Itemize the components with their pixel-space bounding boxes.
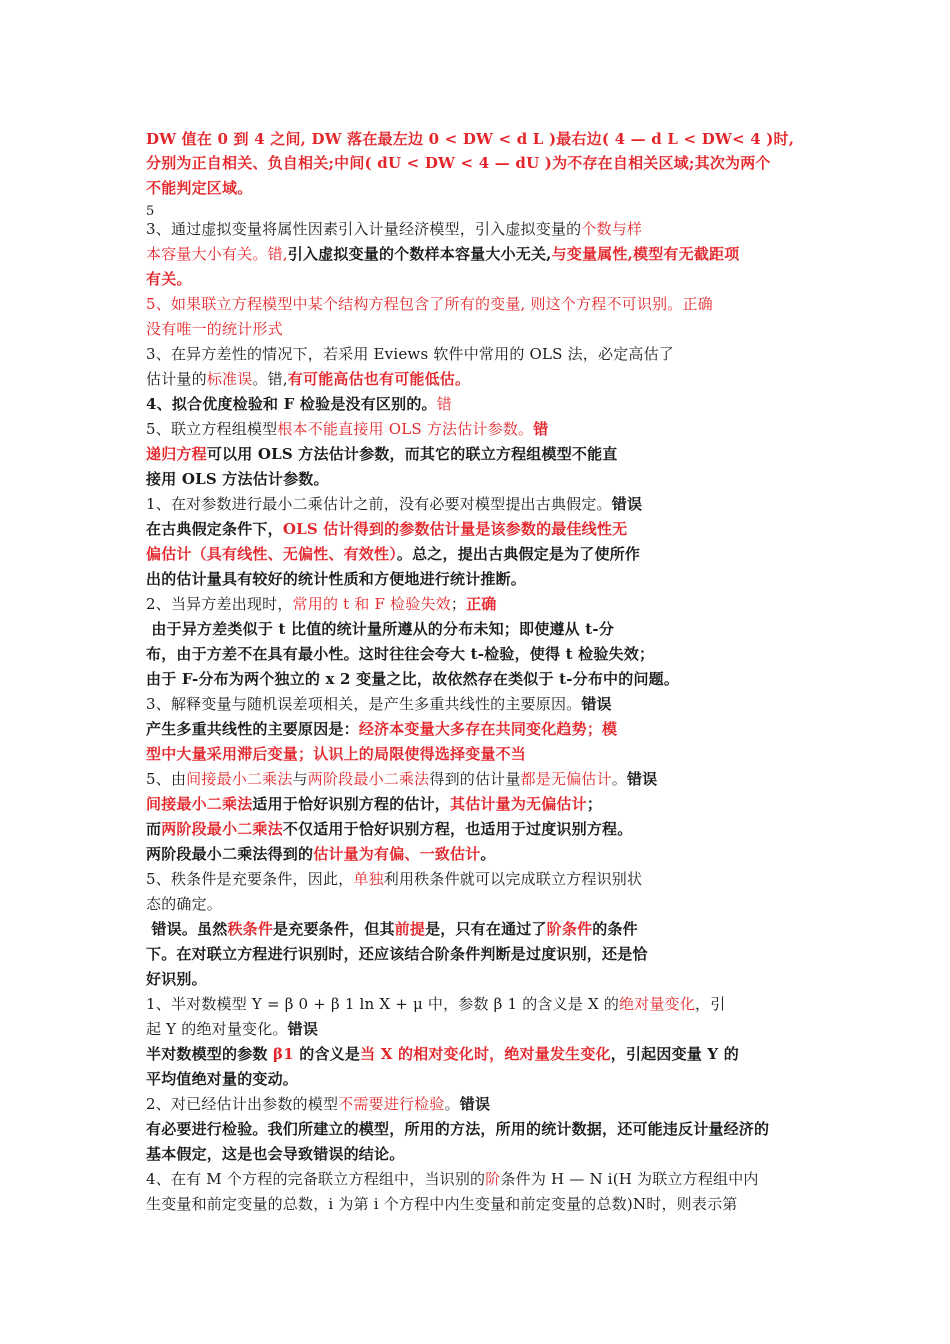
text-segment: 平均值绝对量的变动。	[146, 1070, 299, 1088]
text-line	[146, 493, 642, 515]
text-line	[146, 418, 548, 440]
text-segment: 4、拟合优度检验和 F 检验是没有区别的。	[146, 395, 437, 413]
text-segment: 5	[146, 204, 155, 219]
text-segment: 两阶段最小二乘法	[307, 770, 430, 788]
text-segment: 秩条件	[227, 920, 274, 938]
text-segment: 5、由	[146, 770, 187, 788]
text-segment: 利用秩条件就可以完成联立方程识别状	[383, 870, 643, 888]
text-segment: 错误。虽然	[146, 920, 228, 938]
text-segment: 2、对已经估计出参数的模型	[146, 1095, 339, 1113]
text-segment: 3、解释变量与随机误差项相关，是产生多重共线性的主要原因。	[146, 695, 582, 713]
text-line	[146, 793, 602, 815]
text-line	[146, 268, 192, 290]
text-segment: 型中大量采用滞后变量；认识上的局限使得选择变量不当	[146, 745, 527, 763]
text-segment: 两阶段最小二乘法得到的	[146, 845, 314, 863]
text-segment: 错误	[287, 1020, 319, 1038]
text-segment: 是，只有在通过了	[425, 920, 547, 938]
text-segment: 分别为正自相关、负自相关;中间( dU < DW < 4 — dU )为不存在自相关区域;其次为两个	[146, 154, 771, 172]
text-segment: 当 X 的相对变化时，绝对量发生变化	[360, 1045, 611, 1063]
text-segment: β1	[273, 1045, 294, 1063]
text-segment: ；	[450, 595, 467, 613]
text-segment: 有必要进行检验。我们所建立的模型，所用的方法，所用的统计数据，还可能违反计量经济的	[146, 1120, 770, 1138]
text-segment: 两阶段最小二乘法	[161, 820, 283, 838]
text-segment: 2、当异方差出现时，	[146, 595, 293, 613]
text-segment: 间接最小二乘法	[186, 770, 293, 788]
text-segment: 1、在对参数进行最小二乘估计之前，没有必要对模型提出古典假定。	[146, 495, 612, 513]
text-segment: 阶条件	[546, 920, 593, 938]
text-segment: 本容量大小有关。错,	[146, 245, 288, 263]
text-line	[146, 518, 627, 540]
text-segment: 与	[292, 770, 308, 788]
text-segment: 出的估计量具有较好的统计性质和方便地进行统计推断。	[146, 570, 527, 588]
text-segment: 下。在对联立方程进行识别时，还应该结合阶条件判断是过度识别，还是恰	[146, 945, 648, 963]
text-segment: ，引起因变量 Y 的	[610, 1045, 739, 1063]
text-segment: 与变量属性,模型有无截距项	[551, 245, 740, 263]
text-segment: 得到的估计量	[429, 770, 521, 788]
text-line	[146, 1193, 737, 1215]
text-segment: 1、半对数模型 Y = β 0 + β 1 ln X + μ 中，参数 β 1 的含义是 X 的	[146, 995, 620, 1013]
text-line	[146, 1043, 739, 1065]
text-segment: 由于 F-分布为两个独立的 x 2 变量之比，故依然存在类似于 t-分布中的问题。	[146, 670, 680, 688]
text-segment: 递归方程	[146, 445, 207, 463]
text-line	[146, 343, 674, 365]
text-segment: 有关。	[146, 270, 192, 288]
text-segment: 在古典假定条件下，	[146, 520, 283, 538]
text-segment: 间接最小二乘法	[146, 795, 253, 813]
text-segment: OLS 估计得到的参数估计量是该参数的最佳线性无	[282, 520, 628, 538]
text-line	[146, 293, 713, 315]
text-segment: 是充要条件，但其	[273, 920, 395, 938]
text-line	[146, 443, 618, 465]
text-line	[146, 768, 657, 790]
text-line	[146, 893, 222, 915]
text-line	[146, 943, 648, 965]
text-line	[146, 1168, 759, 1190]
text-segment: 态的确定。	[146, 895, 223, 913]
text-segment: 4、在有 M 个方程的完备联立方程组中，当识别的	[146, 1170, 486, 1188]
text-line	[146, 993, 725, 1015]
text-segment: 绝对量变化	[619, 995, 696, 1013]
text-line	[146, 1143, 404, 1165]
text-segment: 。	[611, 770, 627, 788]
text-segment: 不仅适用于恰好识别方程，也适用于过度识别方程。	[282, 820, 633, 838]
text-line	[146, 1068, 298, 1090]
text-segment: 。	[480, 845, 496, 863]
text-segment: 布，由于方差不在具有最小性。这时往往会夸大 t-检验，使得 t 检验失效；	[146, 645, 655, 663]
text-line	[146, 968, 207, 990]
text-segment: 产生多重共线性的主要原因是：	[146, 720, 359, 738]
text-segment: 半对数模型的参数	[146, 1045, 274, 1063]
text-segment: 不能判定区域。	[146, 179, 253, 197]
text-segment: 经济本变量大多存在共同变化趋势；模	[358, 720, 618, 738]
text-line	[146, 868, 642, 890]
text-segment: 适用于恰好识别方程的估计，	[252, 795, 451, 813]
text-line	[146, 218, 642, 240]
text-segment: 根本不能直接用 OLS 方法估计参数。	[277, 420, 534, 438]
text-line	[146, 1018, 318, 1040]
text-line	[146, 318, 283, 340]
text-segment: 估计量为有偏、一致估计	[313, 845, 481, 863]
text-segment: 有可能高估也有可能低估。	[287, 370, 471, 388]
text-segment: 正确	[466, 595, 497, 613]
text-segment: 由于异方差类似于 t 比值的统计量所遵从的分布未知；即使遵从 t-分	[146, 620, 614, 638]
text-segment: 接用 OLS 方法估计参数。	[146, 470, 329, 488]
text-line	[146, 152, 771, 174]
text-segment: 阶	[485, 1170, 501, 1188]
text-segment: 不需要进行检验	[338, 1095, 445, 1113]
text-segment: 5、联立方程组模型	[146, 420, 278, 438]
text-line	[146, 1093, 490, 1115]
text-line	[146, 128, 794, 150]
text-segment: 5、秩条件是充要条件，因此，	[146, 870, 354, 888]
text-line	[146, 393, 452, 415]
text-line	[146, 643, 654, 665]
text-segment: 标准误	[206, 370, 253, 388]
text-line	[146, 543, 640, 565]
text-segment: 错误	[581, 695, 612, 713]
text-segment: DW 值在 0 到 4 之间, DW 落在最左边 0 < DW < d L )最右边( 4 — d L < DW< 4 )时,	[146, 130, 795, 148]
text-segment: 。错,	[252, 370, 288, 388]
text-segment: 条件为 H — N i(H 为联立方程组中内	[500, 1170, 759, 1188]
text-segment: 错误	[459, 1095, 491, 1113]
text-segment: 基本假定，这是也会导致错误的结论。	[146, 1145, 405, 1163]
text-segment: 而	[146, 820, 162, 838]
text-segment: 错	[436, 395, 452, 413]
text-segment: 。	[444, 1095, 460, 1113]
text-segment: 5、如果联立方程模型中某个结构方程包含了所有的变量, 则这个方程不可识别。正确	[146, 295, 713, 313]
text-segment: 3、通过虚拟变量将属性因素引入计量经济模型，引入虚拟变量的	[146, 220, 582, 238]
text-line	[146, 618, 614, 640]
text-segment: 估计量的	[146, 370, 207, 388]
text-segment: 前提	[394, 920, 426, 938]
text-line	[146, 693, 612, 715]
text-line	[146, 368, 470, 390]
text-line	[146, 818, 632, 840]
text-line	[146, 668, 679, 690]
text-segment: 错误	[626, 770, 658, 788]
text-segment: 的含义是	[293, 1045, 361, 1063]
text-segment: 可以用 OLS 方法估计参数，而其它的联立方程组模型不能直	[206, 445, 618, 463]
text-line	[146, 243, 739, 265]
text-segment: 引入虚拟变量的个数样本容量大小无关,	[287, 245, 552, 263]
text-segment: 常用的 t 和 F 检验失效	[292, 595, 451, 613]
text-line	[146, 468, 329, 490]
text-segment: 的条件	[592, 920, 638, 938]
text-segment: 起 Y 的绝对量变化。	[146, 1020, 288, 1038]
text-segment: 生变量和前定变量的总数，i 为第 i 个方程中内生变量和前定变量的总数)N时，则表示第	[146, 1195, 738, 1213]
text-segment: 3、在异方差性的情况下，若采用 Eviews 软件中常用的 OLS 法，必定高估了	[146, 345, 674, 363]
text-line	[146, 593, 496, 615]
text-segment: 好识别。	[146, 970, 207, 988]
text-segment: 错误	[611, 495, 643, 513]
text-segment: 单独	[353, 870, 384, 888]
text-segment: 都是无偏估计	[520, 770, 612, 788]
text-line	[146, 743, 526, 765]
text-segment: 其估计量为无偏估计	[450, 795, 587, 813]
text-segment: 偏估计（具有线性、无偏性、有效性）	[146, 545, 397, 563]
text-segment: 错	[533, 420, 549, 438]
text-line	[146, 843, 496, 865]
text-segment: 个数与样	[581, 220, 643, 238]
text-line	[146, 568, 526, 590]
text-segment: 。总之，提出古典假定是为了使所作	[396, 545, 641, 563]
text-segment: ，引	[695, 995, 726, 1013]
text-line	[146, 718, 617, 740]
text-line	[146, 1118, 769, 1140]
text-line	[146, 918, 638, 940]
text-segment: 没有唯一的统计形式	[146, 320, 283, 338]
text-segment: ；	[586, 795, 603, 813]
text-line	[146, 177, 252, 199]
